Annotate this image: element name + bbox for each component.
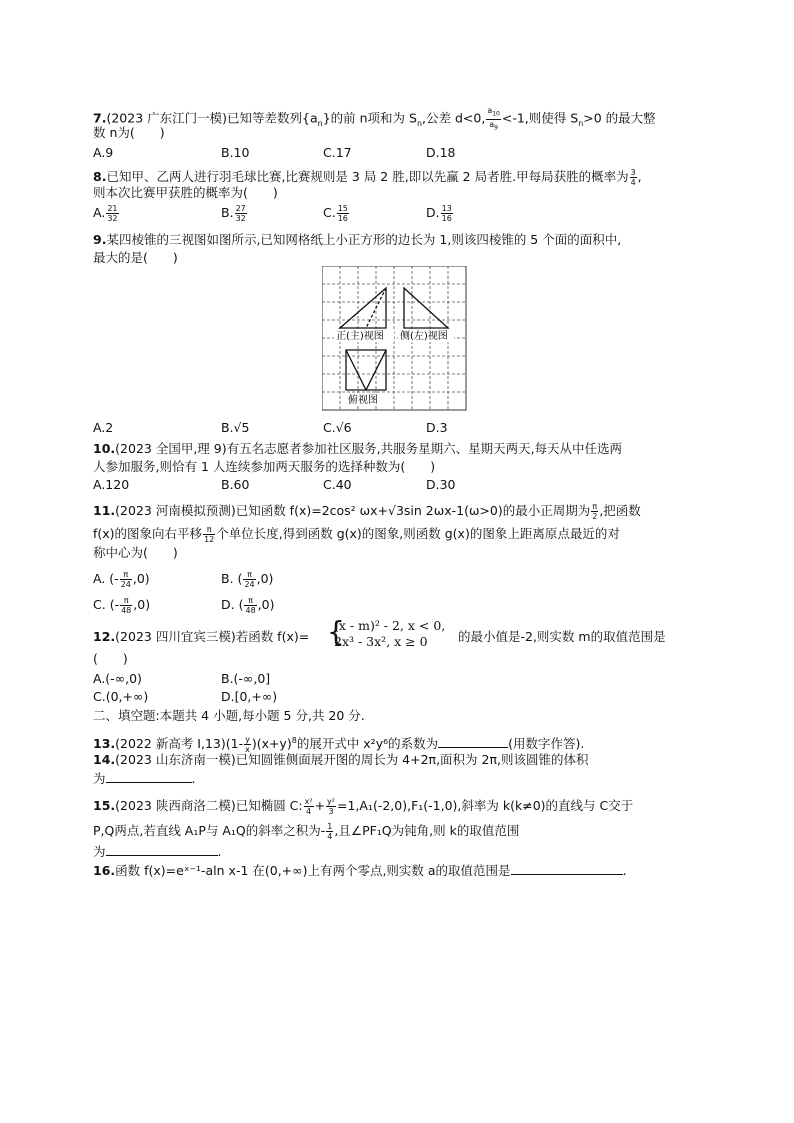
three-view-figure (322, 266, 470, 414)
q10-line2: 人参加服务,则恰有 1 人连续参加两天服务的选择种数为( ) (93, 459, 436, 474)
q8-line2: 则本次比赛甲获胜的概率为( ) (93, 185, 278, 200)
q9-option-c: C.√6 (323, 420, 352, 435)
top-view-label: 俯视图 (348, 395, 378, 406)
q12-line2: ( ) (93, 651, 128, 666)
q7-number: 7. (93, 110, 107, 126)
q7-fraction: $\frac{a_{10}}{a_9}$ (487, 106, 500, 132)
q7-option-c: C.17 (323, 145, 352, 160)
q8-number: 8. (93, 169, 107, 184)
q11-option-c: C. (- $\frac{\pi}{48}$ ,0) (93, 596, 151, 615)
q15-line3: 为 . (93, 844, 222, 859)
q8-option-c: C. $\frac{15}{16}$ (323, 204, 348, 223)
q11-line3: 称中心为( ) (93, 545, 178, 560)
q9-option-a: A.2 (93, 420, 114, 435)
q13-answer-blank[interactable] (438, 735, 508, 748)
q8-option-a: A. $\frac{21}{32}$ (93, 204, 118, 223)
front-view-label: 正(主)视图 (336, 331, 384, 342)
q12-line1a: 12.(2023 四川宜宾三模)若函数 f(x)= (93, 629, 310, 644)
q9-option-d: D.3 (426, 420, 448, 435)
q11-line2: f(x)的图象向右平移 $\frac{\pi}{12}$ 个单位长度,得到函数 g(x)的图象,则函数 g(x)的图象上距离原点最近的对 (93, 525, 620, 544)
q15-line2: P,Q两点,若直线 A₁P与 A₁Q的斜率之积为- $\frac{1}{4}$ ,且∠PF₁Q为钝角,则 k的取值范围 (93, 822, 520, 841)
q12-option-a: A.(-∞,0) (93, 671, 142, 686)
q16-answer-blank[interactable] (511, 862, 623, 875)
q7-option-d: D.18 (426, 145, 456, 160)
q12-case2: 2x³ - 3x², x ≥ 0 (334, 634, 428, 649)
q9-option-b: B.√5 (221, 420, 250, 435)
q12-option-b: B.(-∞,0] (221, 671, 271, 686)
q13-line1: 13.(2022 新高考 Ⅰ,13)(1- $\frac{y}{x}$ )$(x+y)^8$的展开式中 x²y⁶的系数为 (用数字作答). (93, 735, 585, 755)
q14-line1: 14.(2023 山东济南一模)已知圆锥侧面展开图的周长为 4+2π,面积为 2π,则该圆锥的体积 (93, 752, 589, 767)
q8-line1: 8.已知甲、乙两人进行羽毛球比赛,比赛规则是 3 局 2 胜,即以先赢 2 局者胜.甲每局获胜的概率为 $\frac{3}{4}$ , (93, 168, 642, 187)
q8-option-b: B. $\frac{27}{32}$ (221, 204, 246, 223)
q15-line1: 15.(2023 陕西商洛二模)已知椭圆 C: $\frac{\text{x²}}{4}$ + $\frac{\text{y²}}{3}$ =1,A₁(-2,0),F₁(-1,0),斜率为 k(k≠0)的直线与 C交于 (93, 797, 634, 816)
q11-option-a: A. (- $\frac{\pi}{24}$ ,0) (93, 570, 150, 589)
q7-line1: 7.(2023 广东江门一模)已知等差数列$\{a_n\}$的前 n项和为 $S_n$,公差 d<0, $\frac{a_{10}}{a_9}$ <-1,则使得 $S_n>0$ 的最大整 (93, 106, 656, 132)
q10-line1: 10.(2023 全国甲,理 9)有五名志愿者参加社区服务,共服务星期六、星期天两天,每天从中任选两 (93, 441, 623, 456)
q11-option-b: B. ( $\frac{\pi}{24}$ ,0) (221, 570, 274, 589)
q7-line2: 数 n为( ) (93, 125, 165, 140)
q12-brace: { (327, 615, 345, 648)
q15-answer-blank[interactable] (106, 843, 218, 856)
q8-fraction: $\frac{3}{4}$ (630, 168, 636, 187)
side-view-label: 侧(左)视图 (400, 331, 448, 342)
q9-line2: 最大的是( ) (93, 250, 178, 265)
q14-line2: 为 . (93, 771, 196, 786)
q12-case1: (x - m)² - 2, x < 0, (334, 618, 446, 633)
q7-option-b: B.10 (221, 145, 250, 160)
q10-option-d: D.30 (426, 477, 456, 492)
q11-line1: 11.(2023 河南模拟预测)已知函数 f(x)=2cos² ωx+√3sin 2ωx-1(ω>0)的最小正周期为 $\frac{\pi}{2}$ ,把函数 (93, 502, 641, 521)
q12-line1b: 的最小值是-2,则实数 m的取值范围是 (458, 629, 666, 644)
q7-option-a: A.9 (93, 145, 114, 160)
q11-option-d: D. ( $\frac{\pi}{48}$ ,0) (221, 596, 275, 615)
q10-option-a: A.120 (93, 477, 130, 492)
section-heading-fill-blank: 二、填空题:本题共 4 小题,每小题 5 分,共 20 分. (93, 708, 365, 723)
front-view-triangle (340, 288, 386, 328)
q9-line1: 9.某四棱锥的三视图如图所示,已知网格纸上小正方形的边长为 1,则该四棱锥的 5 个面的面积中, (93, 232, 622, 247)
q8-option-d: D. $\frac{13}{16}$ (426, 204, 452, 223)
q12-option-d: D.[0,+∞) (221, 689, 278, 704)
q10-option-c: C.40 (323, 477, 352, 492)
q12-option-c: C.(0,+∞) (93, 689, 149, 704)
side-view-triangle (404, 288, 448, 328)
q16-line1: 16.函数 f(x)=eˣ⁻¹-aln x-1 在(0,+∞)上有两个零点,则实数 a的取值范围是 . (93, 863, 627, 878)
q10-option-b: B.60 (221, 477, 250, 492)
q14-answer-blank[interactable] (106, 770, 192, 783)
